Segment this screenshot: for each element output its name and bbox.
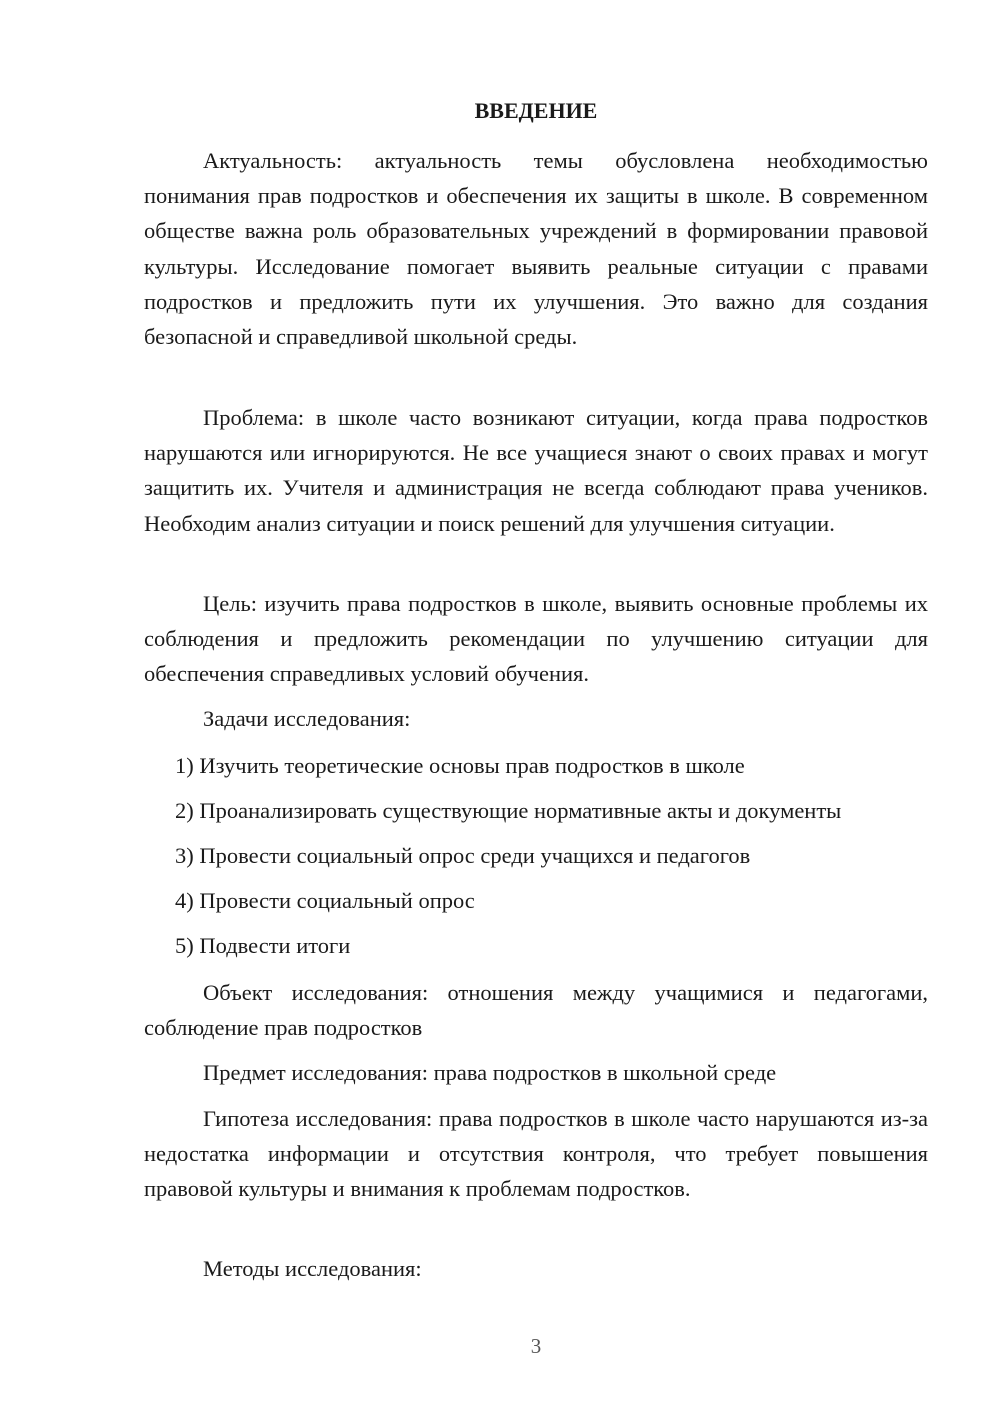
tasks-heading: Задачи исследования: — [203, 706, 411, 731]
methods-heading: Методы исследования: — [203, 1256, 422, 1281]
paragraph-goal: Цель: изучить права подростков в школе, выявить основные проблемы их соблюдения и предложить рекомендации по улучшению ситуации для обеспечения справедливых условий обучения. — [144, 591, 928, 687]
task-item-3: 3) Провести социальный опрос среди учащихся и педагогов — [175, 843, 751, 868]
paragraph-problem: Проблема: в школе часто возникают ситуации, когда права подростков нарушаются или игнорируются. Не все учащиеся знают о своих правах и могут защитить их. Учителя и администрация не всегда соблюдают права учеников. Необходим анализ ситуации и поиск решений для улучшения ситуации. — [144, 405, 928, 536]
paragraph-subject: Предмет исследования: права подростков в школьной среде — [203, 1060, 777, 1085]
task-item-1: 1) Изучить теоретические основы прав подростков в школе — [175, 753, 745, 778]
task-item-2: 2) Проанализировать существующие нормативные акты и документы — [175, 798, 842, 823]
paragraph-relevance: Актуальность: актуальность темы обусловлена необходимостью понимания прав подростков и обеспечения их защиты в школе. В современном обществе важна роль образовательных учреждений в формировании правовой культуры. Исследование помогает выявить реальные ситуации с правами подростков и предложить пути их улучшения. Это важно для создания безопасной и справедливой школьной среды. — [144, 148, 928, 350]
paragraph-hypothesis: Гипотеза исследования: права подростков в школе часто нарушаются из-за недостатка информации и отсутствия контроля, что требует повышения правовой культуры и внимания к проблемам подростков. — [144, 1106, 928, 1202]
task-item-5: 5) Подвести итоги — [175, 933, 351, 958]
task-item-4: 4) Провести социальный опрос — [175, 888, 475, 913]
paragraph-object: Объект исследования: отношения между учащимися и педагогами, соблюдение прав подростков — [144, 980, 928, 1041]
section-title: ВВЕДЕНИЕ — [474, 98, 598, 123]
page-number: 3 — [530, 1334, 542, 1358]
